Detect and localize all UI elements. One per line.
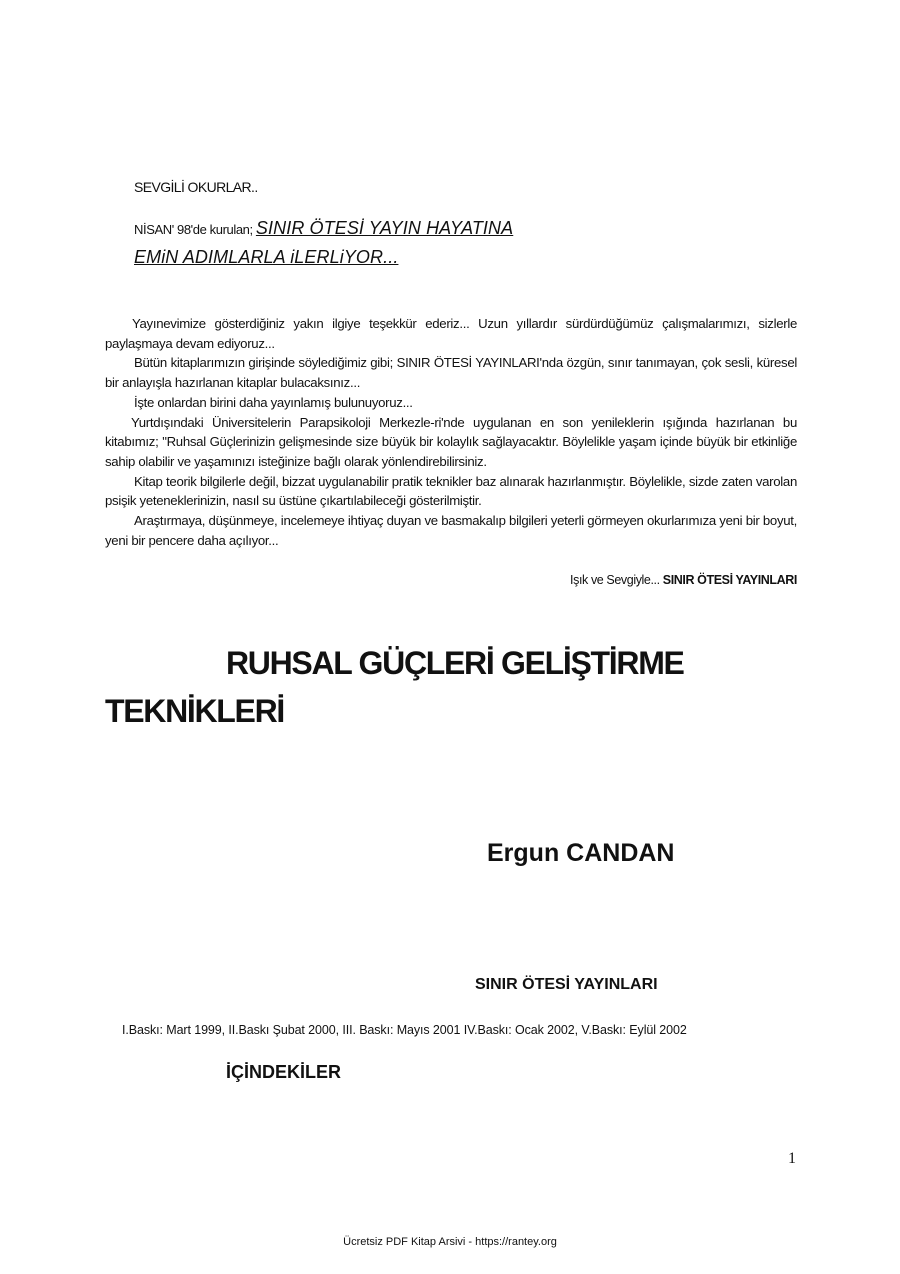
founded-line	[134, 218, 513, 239]
greeting: SEVGİLİ OKURLAR..	[134, 179, 258, 195]
intro-paragraph: Bütün kitaplarımızın girişinde söylediğimiz gibi; SINIR ÖTESİ YAYINLARI'nda özgün, sınır tanımayan, çok sesli, küresel bir anlayışla hazırlanan kitaplar bulacaksınız...	[105, 355, 797, 391]
founded-prefix: NİSAN' 98'de kurulan;	[134, 222, 256, 237]
author-name: Ergun CANDAN	[487, 839, 675, 867]
intro-paragraph: Kitap teorik bilgilerle değil, bizzat uygulanabilir pratik teknikler baz alınarak hazırlanmıştır. Böylelikle, sizde zaten varolan psişik yeteneklerinizin, nasıl su üstüne çıkartılabileceği gösterilmiştir.	[105, 473, 797, 509]
intro-paragraph: Yurtdışındaki Üniversitelerin Parapsikoloji Merkezle-ri'nde uygulanan en son yenileklerin ışığında hazırlanan bu kitabımız; "Ruhsal Güçlerinizin gelişmesinde size büyük bir kolaylık sağlayacaktır. Böylelikle yaşam içinde büyük bir etkinliğe sahip olabilir ve yaşamınızı isteğinize bağlı olarak yönlendirebilirsiniz.	[105, 414, 797, 469]
intro-text	[105, 314, 797, 550]
book-title-line-2: TEKNİKLERİ	[105, 693, 285, 729]
toc-heading: İÇİNDEKİLER	[226, 1062, 342, 1082]
book-title-line-1: RUHSAL GÜÇLERİ GELİŞTİRME	[226, 645, 684, 681]
edition-history: I.Baskı: Mart 1999, II.Baskı Şubat 2000, III. Baskı: Mayıs 2001 IV.Baskı: Ocak 2002, V.Baskı: Eylül 2002	[122, 1023, 687, 1037]
signoff	[570, 573, 797, 587]
intro-paragraph: İşte onlardan birini daha yayınlamış bulunuyoruz...	[134, 394, 413, 410]
publisher-name: SINIR ÖTESİ YAYINLARI	[475, 976, 658, 993]
intro-paragraph: Yayınevimize gösterdiğiniz yakın ilgiye teşekkür ederiz... Uzun yıllardır sürdürdüğümüz çalışmalarımızı, sizlerle paylaşmaya devam ediyoruz...	[105, 316, 797, 351]
intro-paragraph: Araştırmaya, düşünmeye, incelemeye ihtiyaç duyan ve basmakalıp bilgileri yeterli görmeyen okurlarımıza yeni bir boyut, yeni bir pencere daha açılıyor...	[105, 513, 797, 548]
slogan-line-1: SINIR ÖTESİ YAYIN HAYATINA	[255, 218, 514, 238]
slogan-line-2: EMiN ADIMLARLA iLERLiYOR...	[134, 247, 399, 267]
signoff-prefix: Işık ve Sevgiyle...	[570, 573, 663, 587]
footer-note: Ücretsiz PDF Kitap Arsivi - https://rantey.org	[343, 1236, 557, 1248]
page-number: 1	[788, 1150, 796, 1167]
signoff-publisher: SINIR ÖTESİ YAYINLARI	[662, 573, 797, 587]
